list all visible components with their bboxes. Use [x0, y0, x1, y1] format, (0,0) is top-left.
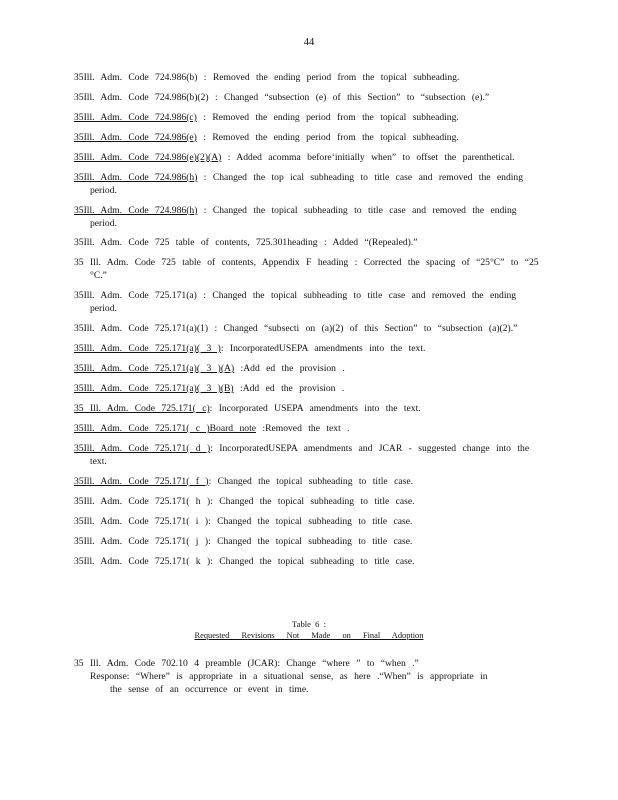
entry-text: Changed the topical subheading to title case.	[217, 515, 413, 527]
entry-citation: 35Ill. Adm. Code 725.171( h )	[74, 495, 211, 507]
entry-citation: 35Ill. Adm. Code 724.986(b)(2)	[74, 91, 209, 103]
entry-text: Changed the topical subheading to title case and removed the ending period.	[90, 290, 517, 315]
revision-entry	[74, 290, 544, 316]
entry-text: Changed the topical subheading to title case.	[217, 475, 413, 487]
entry-text: Changed the topical subheading to title case.	[217, 535, 413, 547]
revision-entry	[74, 516, 544, 529]
response-label: Response:	[90, 671, 130, 682]
entry-citation: 35Ill. Adm. Code 725.171( i )	[74, 515, 209, 527]
entry-separator: :	[208, 475, 218, 487]
entry-separator: :	[209, 402, 219, 414]
revision-entry	[74, 403, 544, 416]
entry-separator: :	[234, 363, 244, 374]
response-line	[74, 670, 544, 683]
revision-entry	[74, 443, 544, 469]
entry-text: Corrected the spacing of “25°C” to “25 °C.”	[90, 257, 539, 282]
entry-text: Added acomma before‘initially when” to offset the parenthetical.	[236, 151, 515, 163]
table-title-line2: Requested Revisions Not Made on Final Adoption	[194, 631, 424, 640]
entry-separator: :	[196, 111, 213, 123]
entry-separator: :	[210, 495, 220, 507]
revision-entry	[74, 237, 544, 250]
entry-text: Removed the ending period from the topical subheading.	[212, 72, 460, 83]
revision-entry	[74, 257, 544, 283]
entry-text: Add ed the provision .	[243, 363, 345, 374]
revision-entry	[74, 343, 544, 356]
entry-citation: 35Ill. Adm. Code 724.986(b)	[74, 72, 198, 83]
revision-list	[74, 72, 544, 576]
revision-entry	[74, 205, 544, 231]
entry-citation: 35 Ill. Adm. Code 725 table of contents, Appendix F heading	[74, 257, 349, 269]
revision-entry	[74, 152, 544, 165]
entry-text: Incorporated USEPA amendments into the text.	[218, 402, 421, 414]
entry-citation: 35Ill. Adm. Code 724.986(e)	[74, 131, 197, 143]
entry-separator: :	[208, 323, 224, 335]
entry-citation: 35Ill. Adm. Code 724.986(h)	[74, 171, 198, 183]
entry-text: Changed “subsection (e) of this Section” to “subsection (e).”	[224, 91, 490, 103]
entry-citation: 35Ill. Adm. Code 724.986(h)	[74, 204, 198, 216]
revision-entry	[74, 556, 544, 569]
requested-revision-line	[74, 657, 544, 670]
revision-entry	[74, 72, 544, 85]
entry-citation: 35Ill. Adm. Code 724.986(c)	[74, 111, 197, 123]
entry-citation: 35Ill. Adm. Code 725.171(a)(1)	[74, 323, 209, 335]
entry-separator: :	[197, 204, 213, 216]
entry-separator: :	[221, 151, 237, 163]
response-text: “Where” is appropriate in a situational sense, as here .“When” is appropriate in	[135, 671, 488, 682]
entry-separator: :	[233, 382, 243, 394]
entry-text: Changed the topical subheading to title case.	[219, 495, 415, 507]
entry-citation: 35Ill. Adm. Code 725.171( j )	[74, 535, 209, 547]
entry-separator: :	[348, 257, 364, 269]
requested-revision	[74, 657, 544, 696]
entry-text: Added “(Repealed).”	[332, 237, 418, 249]
entry-citation: 35Ill. Adm. Code 725.171( f )	[74, 475, 209, 487]
entry-separator: :	[210, 442, 220, 454]
revision-entry	[74, 92, 544, 105]
revision-entry	[74, 172, 544, 198]
entry-separator: :	[208, 535, 218, 547]
entry-separator: :	[220, 343, 230, 355]
response-continuation: the sense of an occurrence or event in time.	[110, 684, 309, 695]
page-number: 44	[303, 37, 315, 48]
revision-entry	[74, 323, 544, 336]
entry-citation: 35Ill. Adm. Code 725.171( k )	[74, 555, 211, 567]
revision-entry	[74, 112, 544, 125]
entry-text: Removed the text .	[265, 422, 350, 434]
entry-separator: :	[256, 422, 266, 434]
entry-text: Removed the ending period from the topical subheading.	[212, 111, 459, 123]
entry-citation: 35 Ill. Adm. Code 725.171( c)	[74, 402, 210, 414]
entry-separator: :	[196, 131, 213, 143]
table-title-line1: Table 6 :	[292, 619, 326, 629]
revision-entry	[74, 476, 544, 489]
entry-text: Changed “subsecti on (a)(2) of this Section” to “subsection (a)(2).”	[223, 323, 518, 335]
entry-separator: :	[197, 171, 213, 183]
entry-text: IncorporatedUSEPA amendments into the text.	[229, 343, 426, 355]
entry-citation: 35Ill. Adm. Code 725.171( c )Board note	[74, 422, 257, 434]
entry-citation: 35Ill. Adm. Code 725.171( d )	[74, 442, 211, 454]
entry-citation: 35Ill. Adm. Code 725.171(a)( 3 )	[74, 343, 221, 355]
entry-text: Removed the ending period from the topical subheading.	[212, 131, 459, 143]
entry-text: Add ed the provision .	[242, 382, 345, 394]
revision-entry	[74, 383, 544, 396]
entry-text: Changed the topical subheading to title case and removed the ending period.	[90, 204, 517, 229]
entry-separator: :	[317, 237, 333, 249]
revision-entry	[74, 536, 544, 549]
entry-citation: 35Ill. Adm. Code 724.986(e)(2)(A)	[74, 151, 222, 163]
entry-citation: 35Ill. Adm. Code 725 table of contents, 725.301heading	[74, 237, 318, 249]
revision-entry	[74, 496, 544, 509]
entry-citation: 35Ill. Adm. Code 725.171(a)( 3 )(A)	[74, 363, 235, 374]
requested-change: Change “where ” to “when .”	[286, 658, 419, 669]
entry-separator: :	[208, 515, 218, 527]
revision-entry	[74, 132, 544, 145]
entry-separator: :	[210, 555, 220, 567]
entry-separator: :	[196, 290, 213, 302]
entry-separator: :	[197, 72, 213, 83]
entry-citation: 35Ill. Adm. Code 725.171(a)	[74, 290, 197, 302]
entry-text: IncorporatedUSEPA amendments and JCAR - suggested change into the text.	[90, 442, 530, 467]
revision-entry	[74, 363, 544, 376]
entry-text: Changed the topical subheading to title case.	[219, 555, 415, 567]
revision-entry	[74, 423, 544, 436]
table-title	[0, 619, 618, 641]
entry-citation: 35Ill. Adm. Code 725.171(a)( 3 )(B)	[74, 382, 234, 394]
entry-separator: :	[208, 91, 225, 103]
requested-citation: 35 Ill. Adm. Code 702.10 4 preamble (JCAR):	[74, 658, 280, 669]
entry-text: Changed the top ical subheading to title case and removed the ending period.	[90, 171, 524, 196]
